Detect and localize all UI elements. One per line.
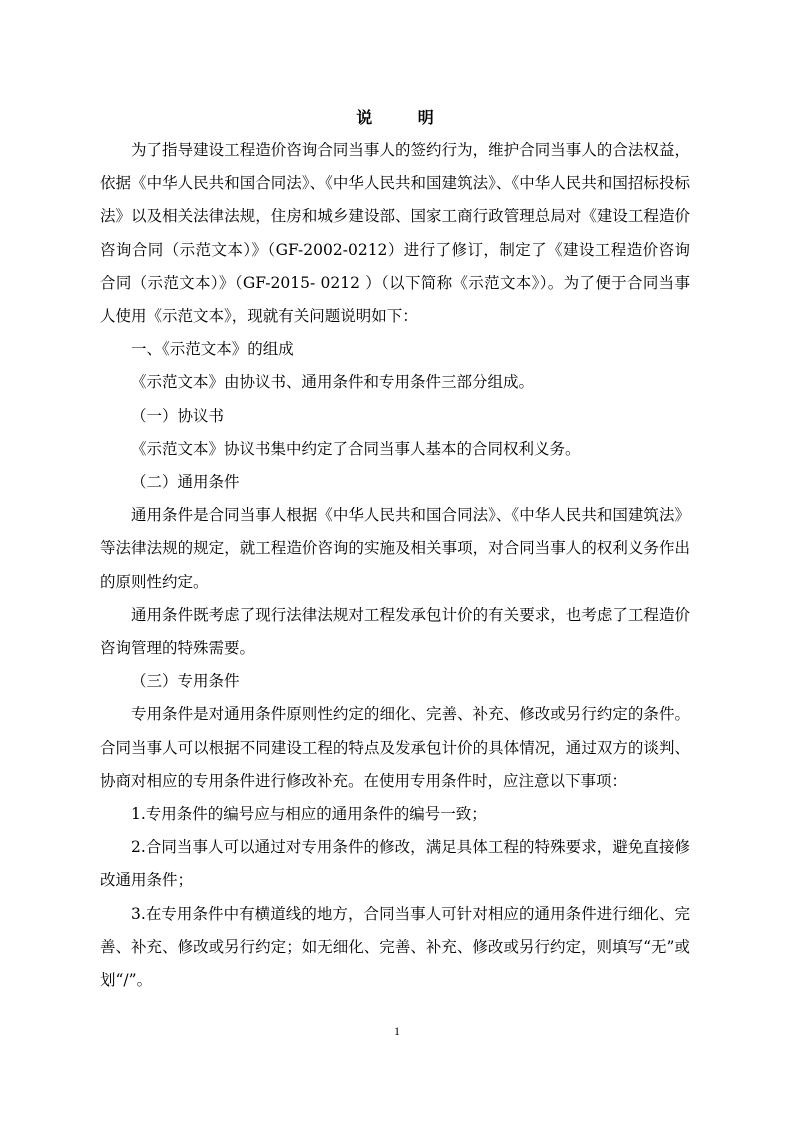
document-body bbox=[100, 102, 690, 997]
list-item-2: 2.合同当事人可以通过对专用条件的修改，满足具体工程的特殊要求，避免直接修改通用条件； bbox=[100, 838, 690, 890]
paragraph-composition: 《示范文本》由协议书、通用条件和专用条件三部分组成。 bbox=[131, 373, 535, 392]
paragraph-general-conditions-2: 通用条件既考虑了现行法律法规对工程发承包计价的有关要求，也考虑了工程造价咨询管理的特殊需要。 bbox=[100, 605, 690, 658]
page-number: 1 bbox=[394, 1024, 400, 1038]
paragraph-general-conditions-1: 通用条件是合同当事人根据《中华人民共和国合同法》、《中华人民共和国建筑法》等法律法规的规定，就工程造价咨询的实施及相关事项，对合同当事人的权利义务作出的原则性约定。 bbox=[100, 506, 690, 591]
section-heading-composition: 一、《示范文本》的组成 bbox=[131, 340, 294, 359]
list-item-3: 3.在专用条件中有横道线的地方，合同当事人可针对相应的通用条件进行细化、完善、补充、修改或另行约定；如无细化、完善、补充、修改或另行约定，则填写“无”或划“/”。 bbox=[100, 904, 690, 990]
paragraph-special-conditions: 专用条件是对通用条件原则性约定的细化、完善、补充、修改或另行约定的条件。合同当事人可以根据不同建设工程的特点及发承包计价的具体情况，通过双方的谈判、协商对相应的专用条件进行修改补充。在使用专用条件时，应注意以下事项： bbox=[100, 705, 690, 790]
subsection-heading-special-conditions: （三）专用条件 bbox=[131, 672, 240, 691]
paragraph-agreement: 《示范文本》协议书集中约定了合同当事人基本的合同权利义务。 bbox=[131, 439, 581, 458]
document-title: 说 明 bbox=[356, 108, 454, 127]
subsection-heading-general-conditions: （二）通用条件 bbox=[131, 473, 240, 492]
list-item-1: 1.专用条件的编号应与相应的通用条件的编号一致； bbox=[131, 805, 487, 824]
paragraph-intro: 为了指导建设工程造价咨询合同当事人的签约行为，维护合同当事人的合法权益，依据《中华人民共和国合同法》、《中华人民共和国建筑法》、《中华人民共和国招标投标法》以及相关法律法规，住房和城乡建设部、国家工商行政管理总局对《建设工程造价咨询合同（示范文本）》（GF-2002-0212）进行了修订，制定了《建设工程造价咨询合同（示范文本）》（GF-2015- 0212 ）（以下简称《示范文本》）。为了便于合同当事人使用《示范文本》，现就有关问题说明如下： bbox=[100, 141, 690, 326]
subsection-heading-agreement: （一）协议书 bbox=[131, 406, 225, 425]
